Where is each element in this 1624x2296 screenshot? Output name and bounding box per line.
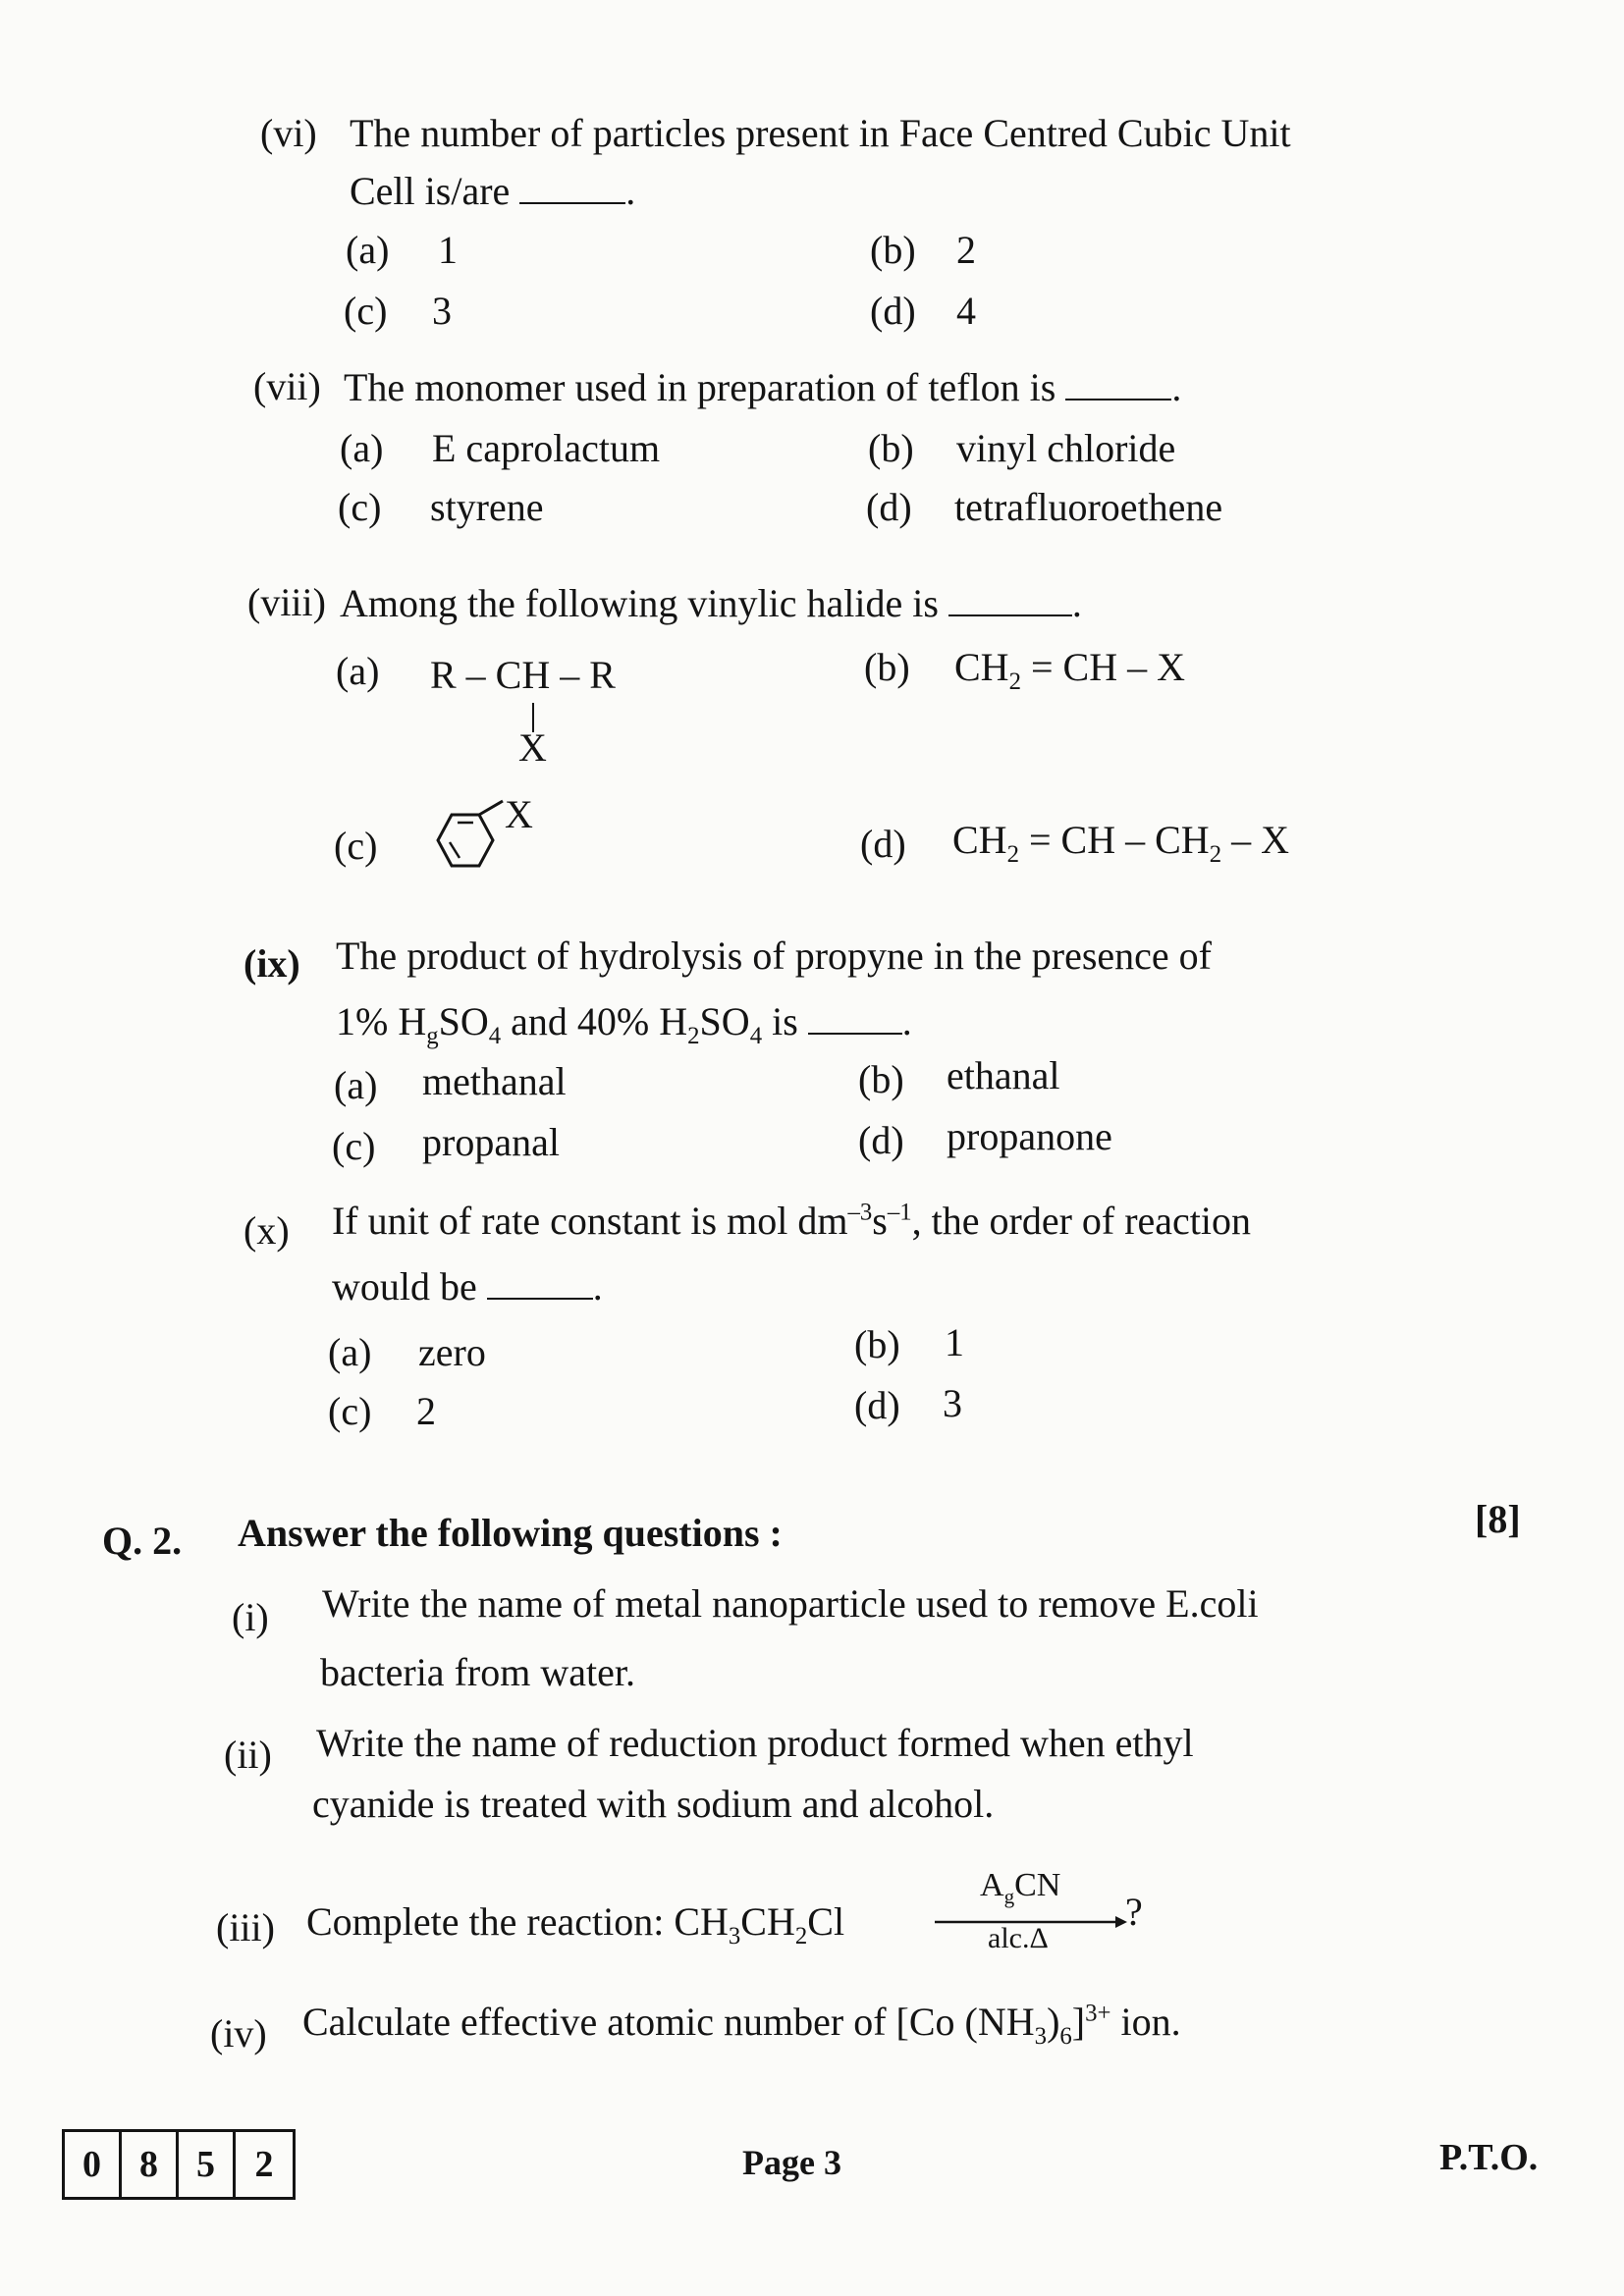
option-label: (a) bbox=[336, 649, 380, 693]
option-value: R – CH – R bbox=[430, 653, 616, 697]
question-number-x: (x) bbox=[244, 1208, 290, 1253]
option-label: (c) bbox=[334, 824, 378, 868]
substituent-label: X bbox=[518, 725, 547, 770]
option-value: 3 bbox=[432, 289, 452, 333]
reagent-below: alc.Δ bbox=[988, 1922, 1049, 1954]
option-value: styrene bbox=[430, 485, 544, 529]
option-value: 2 bbox=[956, 228, 976, 272]
option-value: zero bbox=[418, 1330, 486, 1374]
option-label: (d) bbox=[866, 485, 912, 529]
question-vi-line1: The number of particles present in Face Centred Cubic Unit bbox=[350, 111, 1291, 155]
marks-badge: [8] bbox=[1475, 1497, 1521, 1541]
question-ii-line1: Write the name of reduction product formed when ethyl bbox=[316, 1721, 1194, 1765]
option-label: (b) bbox=[868, 426, 914, 470]
code-digit: 5 bbox=[179, 2132, 236, 2197]
reagent-above: $A_gCN$ bbox=[980, 1867, 1061, 1908]
question-i-line1: Write the name of metal nanoparticle used to remove E.coli bbox=[322, 1581, 1259, 1626]
option-label: (b) bbox=[870, 228, 916, 272]
question-ix-line2: 1% $H_gSO_4$ and 40% $H_2SO_4$ is . bbox=[336, 999, 912, 1049]
question-number-iii: (iii) bbox=[216, 1905, 275, 1949]
option-value: 2 bbox=[416, 1389, 436, 1433]
option-value: $CH_2$ = CH – X bbox=[954, 645, 1185, 695]
substituent-label: X bbox=[505, 792, 533, 836]
question-viii-line1: Among the following vinylic halide is . bbox=[340, 581, 1082, 625]
code-digit: 8 bbox=[122, 2132, 179, 2197]
option-label: (a) bbox=[328, 1330, 372, 1374]
code-digit: 0 bbox=[65, 2132, 122, 2197]
code-digit: 2 bbox=[254, 2144, 274, 2185]
reaction-result: ? bbox=[1125, 1890, 1143, 1934]
question-iv-text: Calculate effective atomic number of [Co $(NH_3)_6]^{3+}$ ion. bbox=[302, 2000, 1181, 2050]
option-label: (a) bbox=[334, 1063, 378, 1107]
option-label: (d) bbox=[870, 289, 916, 333]
question-number-vi: (vi) bbox=[260, 111, 317, 155]
option-label: (c) bbox=[328, 1389, 372, 1433]
page-number: Page 3 bbox=[742, 2143, 841, 2182]
question-number-i: (i) bbox=[232, 1595, 269, 1639]
question-ii-line2: cyanide is treated with sodium and alcohol. bbox=[312, 1782, 995, 1826]
option-value: vinyl chloride bbox=[956, 426, 1176, 470]
question-x-line2: would be . bbox=[332, 1264, 603, 1308]
option-value: E caprolactum bbox=[432, 426, 661, 470]
option-value: 1 bbox=[945, 1320, 964, 1364]
section-heading: Answer the following questions : bbox=[238, 1511, 783, 1555]
pto-label: P.T.O. bbox=[1439, 2137, 1539, 2178]
paper-code-box bbox=[62, 2129, 296, 2200]
question-number-ii: (ii) bbox=[224, 1733, 272, 1777]
question-number-viii: (viii) bbox=[247, 580, 326, 624]
option-label: (a) bbox=[346, 228, 390, 272]
option-label: (c) bbox=[332, 1124, 376, 1168]
option-value: propanone bbox=[947, 1114, 1112, 1158]
option-label: (b) bbox=[854, 1322, 900, 1366]
question-vii-line1: The monomer used in preparation of teflon is . bbox=[344, 365, 1182, 409]
option-value: 3 bbox=[943, 1381, 962, 1425]
option-value: 1 bbox=[438, 228, 458, 272]
option-label: (d) bbox=[854, 1383, 900, 1427]
question-number-vii: (vii) bbox=[253, 364, 321, 408]
option-value: $CH_2$ = CH – $CH_2$ – X bbox=[952, 818, 1289, 868]
question-number-iv: (iv) bbox=[210, 2011, 267, 2056]
option-value: propanal bbox=[422, 1120, 560, 1164]
option-label: (c) bbox=[344, 289, 388, 333]
option-label: (b) bbox=[858, 1057, 904, 1101]
question-number-q2: Q. 2. bbox=[102, 1519, 183, 1563]
option-label: (c) bbox=[338, 485, 382, 529]
option-value: tetrafluoroethene bbox=[954, 485, 1223, 529]
question-iii-text: Complete the reaction: $CH_3CH_2Cl$ bbox=[306, 1899, 845, 1949]
question-i-line2: bacteria from water. bbox=[320, 1650, 635, 1694]
question-x-line1: If unit of rate constant is mol $dm^{-3}s^{-1}$, the order of reaction bbox=[332, 1199, 1252, 1243]
question-ix-line1: The product of hydrolysis of propyne in the presence of bbox=[336, 934, 1212, 978]
option-value: ethanal bbox=[947, 1053, 1060, 1097]
option-value: 4 bbox=[956, 289, 976, 333]
option-label: (b) bbox=[864, 645, 910, 689]
option-label: (d) bbox=[860, 822, 906, 866]
option-label: (d) bbox=[858, 1118, 904, 1162]
option-value: methanal bbox=[422, 1059, 567, 1103]
question-number-ix: (ix) bbox=[244, 941, 300, 986]
question-vi-line2: Cell is/are . bbox=[350, 169, 636, 213]
option-label: (a) bbox=[340, 426, 384, 470]
